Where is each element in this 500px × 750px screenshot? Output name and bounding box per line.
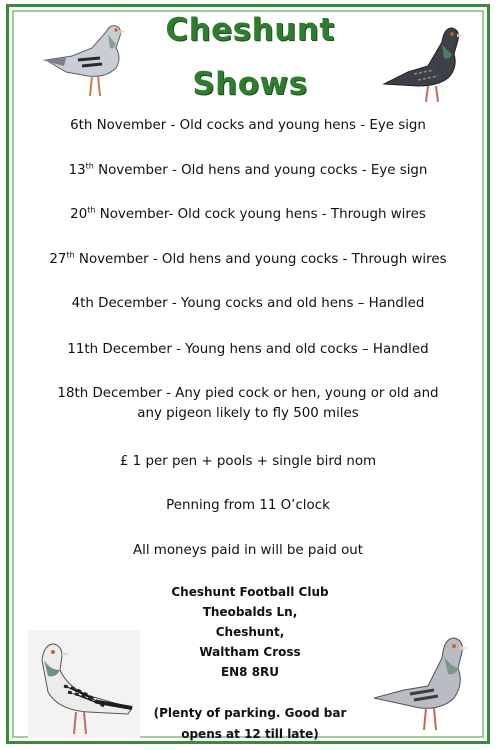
event-day-suffix: th xyxy=(85,161,94,171)
parking-note xyxy=(110,703,390,745)
event-day-suffix: th xyxy=(87,205,96,215)
event-day: 4th xyxy=(71,296,94,311)
pigeon-top-right-image xyxy=(378,14,472,106)
event-text: November - Old hens and young cocks - Through wires xyxy=(74,252,447,267)
event-item xyxy=(10,342,486,357)
pigeon-top-left-image xyxy=(36,14,136,104)
event-day: 11th xyxy=(67,342,99,357)
venue-address xyxy=(120,582,380,682)
event-item xyxy=(10,163,486,178)
pigeon-bottom-right-image xyxy=(370,628,478,738)
event-text: December - Young cocks and old hens – Handled xyxy=(93,296,425,311)
event-item xyxy=(10,252,486,267)
parking-line-1: (Plenty of parking. Good bar xyxy=(153,706,347,720)
event-day: 27 xyxy=(49,252,67,267)
event-day-suffix: th xyxy=(66,250,75,260)
venue-area: Waltham Cross xyxy=(199,645,301,659)
venue-name: Cheshunt Football Club xyxy=(171,585,329,599)
parking-line-2: opens at 12 till late) xyxy=(181,727,319,741)
event-item xyxy=(10,207,486,222)
event-item xyxy=(10,296,486,311)
event-text: December - Young hens and old cocks – Handled xyxy=(98,342,429,357)
event-text: November- Old cock young hens - Through wires xyxy=(95,207,426,222)
event-day: 6th xyxy=(70,118,93,133)
event-day: 18th xyxy=(57,386,89,401)
price-info: £ 1 per pen + pools + single bird nom xyxy=(119,454,377,469)
title-line-2: Shows xyxy=(192,66,308,102)
event-item xyxy=(10,118,486,133)
venue-street: Theobalds Ln, xyxy=(202,605,298,619)
event-item xyxy=(50,384,446,424)
venue-town: Cheshunt, xyxy=(215,625,285,639)
venue-postcode: EN8 8RU xyxy=(220,665,280,679)
event-text: November - Old hens and young cocks - Eye sign xyxy=(93,163,428,178)
penning-info: Penning from 11 O’clock xyxy=(166,498,330,513)
event-day: 20 xyxy=(70,207,88,222)
event-day: 13 xyxy=(68,163,86,178)
payout-info: All moneys paid in will be paid out xyxy=(132,543,364,558)
pigeon-bottom-left-image xyxy=(28,630,140,738)
event-text: December - Any pied cock or hen, young or old and any pigeon likely to fly 500 miles xyxy=(88,386,439,421)
event-text: November - Old cocks and young hens - Eye sign xyxy=(92,118,426,133)
title-line-1: Cheshunt xyxy=(165,12,335,48)
